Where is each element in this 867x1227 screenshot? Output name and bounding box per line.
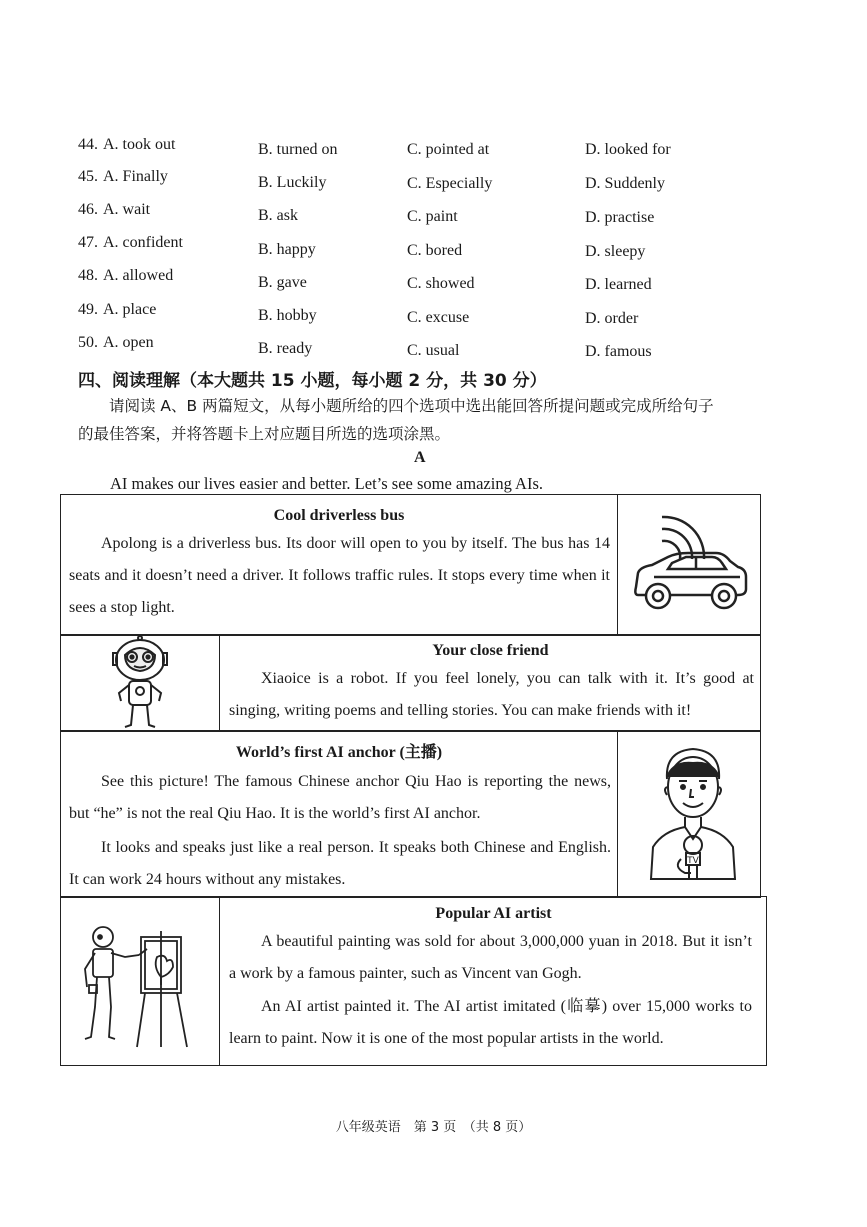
card-paragraph: Xiaoice is a robot. If you feel lonely, you can talk with it. It’s good at singing, writing poems and telling stories. You can make friends with it! [229, 670, 754, 719]
mic-label: TV [687, 856, 699, 866]
card-paragraph: A beautiful painting was sold for about 3,000,000 yuan in 2018. But it isn’t a work by a famous painter, such as Vincent van Gogh. [229, 933, 752, 982]
option-number: 45. [78, 168, 98, 185]
option-d: D. Suddenly [585, 175, 665, 192]
option-c: C. bored [407, 242, 463, 259]
option-c: C. excuse [407, 309, 470, 326]
card-paragraph: See this picture! The famous Chinese anchor Qiu Hao is reporting the news, but “he” is not the real Qiu Hao. It is the world’s first AI anchor. [69, 773, 611, 822]
card-title: World’s first AI anchor (主播) [235, 744, 443, 761]
option-b: B. gave [258, 274, 307, 291]
option-b: B. ready [258, 340, 313, 357]
card-paragraph: Apolong is a driverless bus. Its door will open to you by itself. The bus has 14 seats and it doesn’t need a driver. It follows traffic rules. It stops every time when it sees a stop light. [69, 535, 610, 616]
option-d: D. famous [585, 343, 652, 360]
section-heading: 四、阅读理解（本大题共 15 小题，每小题 2 分，共 30 分） [78, 371, 547, 391]
section-instruction-line2: 的最佳答案，并将答题卡上对应题目所选的选项涂黑。 [78, 425, 451, 443]
option-c: C. paint [407, 208, 458, 225]
artist-robot-illustration [61, 897, 220, 1065]
option-a: A. place [103, 301, 157, 318]
card-paragraph: It looks and speaks just like a real person. It speaks both Chinese and English. It can work 24 hours without any mistakes. [69, 839, 611, 888]
option-c: C. pointed at [407, 141, 490, 158]
card-title: Popular AI artist [435, 905, 552, 922]
option-a: A. allowed [103, 267, 174, 284]
option-a: A. took out [103, 136, 176, 153]
page-footer: 八年级英语 第 3 页 （共 8 页） [335, 1120, 532, 1135]
card-driverless-bus [60, 494, 761, 636]
card-ai-anchor [60, 730, 761, 898]
car-signal-illustration [624, 507, 754, 622]
card-paragraph: An AI artist painted it. The AI artist imitated (临摹) over 15,000 works to learn to paint. Now it is one of the most popular artists in the world. [229, 998, 752, 1047]
option-b: B. Luckily [258, 174, 327, 191]
option-a: A. open [103, 334, 154, 351]
option-number: 44. [78, 136, 98, 153]
option-a: A. confident [103, 234, 183, 251]
card-close-friend [60, 634, 761, 732]
option-c: C. usual [407, 342, 460, 359]
option-b: B. hobby [258, 307, 317, 324]
option-a: A. Finally [103, 168, 168, 185]
robot-illustration [61, 635, 220, 731]
option-b: B. turned on [258, 141, 338, 158]
option-b: B. ask [258, 207, 298, 224]
card-title: Cool driverless bus [273, 507, 405, 524]
option-d: D. sleepy [585, 243, 646, 260]
option-number: 50. [78, 334, 98, 351]
option-number: 47. [78, 234, 98, 251]
option-a: A. wait [103, 201, 151, 218]
card-title: Your close friend [432, 642, 549, 659]
option-number: 49. [78, 301, 98, 318]
option-b: B. happy [258, 241, 316, 258]
passage-intro: AI makes our lives easier and better. Let’s see some amazing AIs. [110, 474, 543, 493]
option-c: C. showed [407, 275, 475, 292]
option-number: 48. [78, 267, 98, 284]
passage-letter: A [414, 449, 426, 466]
card-ai-artist [60, 896, 767, 1066]
option-number: 46. [78, 201, 98, 218]
anchor-illustration [633, 739, 753, 889]
option-c: C. Especially [407, 175, 493, 192]
option-d: D. looked for [585, 141, 671, 158]
option-d: D. practise [585, 209, 655, 226]
section-instruction-line1: 请阅读 A、B 两篇短文，从每小题所给的四个选项中选出能回答所提问题或完成所给句子 [109, 397, 714, 415]
option-d: D. order [585, 310, 639, 327]
option-d: D. learned [585, 276, 652, 293]
